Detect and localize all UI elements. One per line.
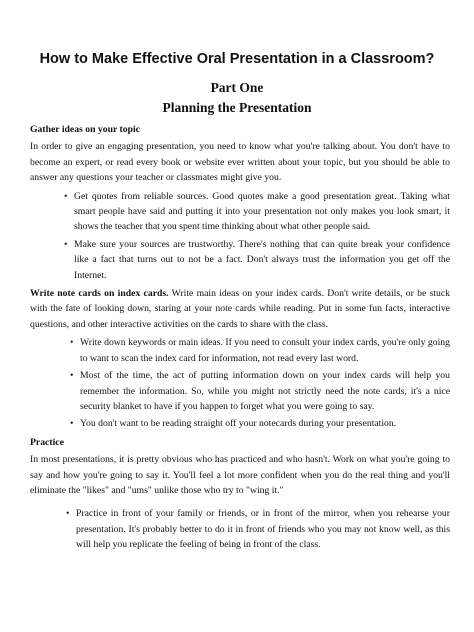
- heading-practice: Practice: [30, 436, 64, 448]
- document-body: [30, 122, 450, 556]
- part-heading: Part One: [210, 80, 264, 95]
- bullet-list-note-cards: [30, 335, 450, 431]
- bullet-icon: •: [64, 190, 68, 202]
- heading-note-cards: Write note cards on index cards.: [30, 288, 169, 300]
- list-item: [70, 416, 450, 431]
- paragraph-note-cards: [30, 286, 450, 332]
- list-item-text: Make sure your sources are trustworthy. There's nothing that can quite break your confidence like a fact that turns out to not be a fact. Don't always trust the information you get off the Internet.: [74, 238, 450, 281]
- heading-gather-ideas: Gather ideas on your topic: [30, 124, 140, 135]
- bullet-icon: •: [70, 370, 74, 382]
- paragraph-gather-ideas: In order to give an engaging presentation, you need to know what you're talking about. You don't have to become an expert, or read every book or website ever written about your topic, but you should be able to answer any questions your teacher or classmates might give you.: [30, 141, 450, 184]
- list-item-text: Practice in front of your family or friends, or in front of the mirror, when you rehearse your presentation. It's probably better to do it in front of friends who you may not know well, as this will help you replicate the feeling of being in front of the class.: [76, 508, 450, 551]
- note-cards-text: Write main ideas on your index cards. Don't write details, or be stuck with the fate of looking down, staring at your note cards while reading. Put in some fun facts, interactive questions, and other interactive activities on the cards to share with the class.: [30, 288, 450, 330]
- section-subtitle: Planning the Presentation: [162, 100, 312, 115]
- bullet-icon: •: [66, 508, 70, 520]
- document-title: How to Make Effective Oral Presentation in a Classroom?: [39, 51, 435, 67]
- paragraph-practice: In most presentations, it is pretty obvious who has practiced and who hasn't. Work on what you're going to say and how you're going to say it. You'll feel a lot more confident when you do the real thing and you'll eliminate the "likes" and "ums" unlike those who try to "wing it.": [30, 454, 450, 496]
- bullet-icon: •: [70, 418, 74, 430]
- bullet-list-gather-ideas: [30, 189, 450, 283]
- list-item-text: You don't want to be reading straight off your notecards during your presentation.: [80, 418, 397, 430]
- bullet-icon: •: [64, 238, 68, 250]
- bullet-list-practice: [30, 506, 450, 552]
- list-item: [64, 237, 450, 283]
- list-item: [66, 506, 450, 552]
- list-item-text: Write down keywords or main ideas. If you need to consult your index cards, you're only going to want to scan the index card for information, not read every last word.: [80, 337, 450, 364]
- bullet-icon: •: [70, 337, 74, 349]
- list-item: [70, 368, 450, 414]
- list-item-text: Get quotes from reliable sources. Good quotes make a good presentation great. Taking what smart people have said and putting it into your presentation not only makes you look smart, it shows the teacher that you spent time thinking about what other people said.: [74, 190, 450, 233]
- list-item: [70, 335, 450, 366]
- list-item-text: Most of the time, the act of putting information down on your index cards will help you remember the information. So, while you might not strictly need the note cards, it's a nice security blanket to have if you happen to forget what you were going to say.: [80, 370, 450, 412]
- list-item: [64, 189, 450, 235]
